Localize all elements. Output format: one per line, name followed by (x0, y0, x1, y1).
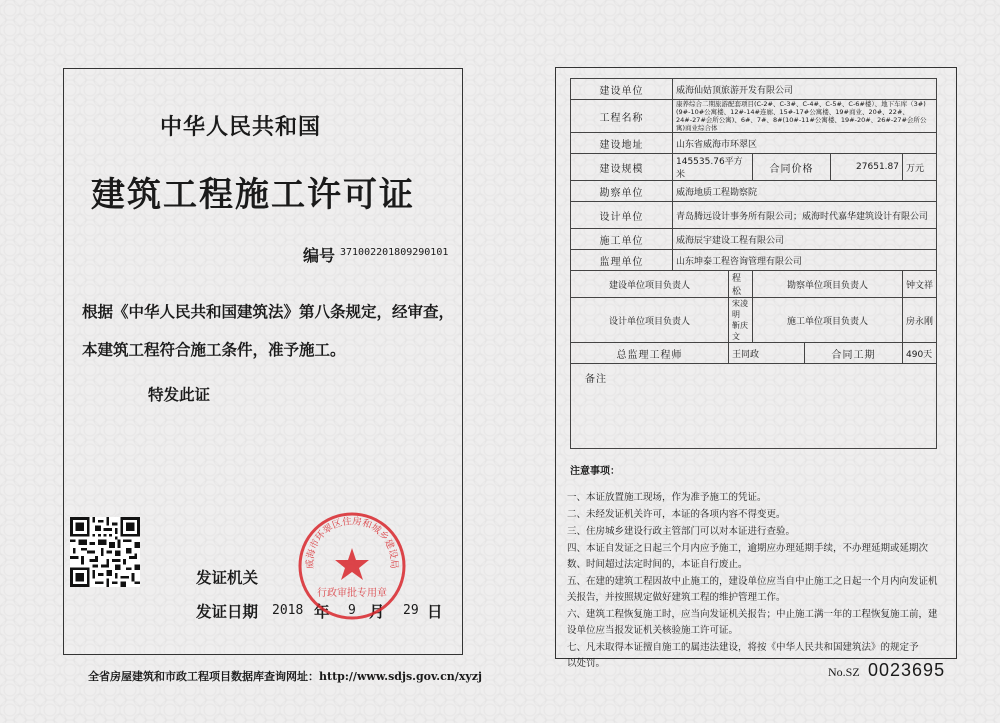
remarks-cell (571, 364, 937, 449)
serial-prefix: No.SZ (828, 665, 860, 679)
design-manager-value: 宋凌明 靳庆文 (729, 298, 753, 343)
duration-label: 合同工期 (805, 343, 903, 364)
table-row (571, 364, 937, 449)
issuer-label: 发证机关 (196, 568, 259, 587)
duration-value: 490天 (903, 343, 937, 364)
statement-line-2: 本建筑工程符合施工条件，准予施工。 (82, 340, 346, 359)
design-value: 青岛腾远设计事务所有限公司；威海时代嘉华建筑设计有限公司 (673, 202, 937, 229)
scale-label: 建设规模 (571, 154, 673, 181)
survey-manager-value: 钟文祥 (903, 271, 937, 298)
table-row (571, 343, 937, 364)
chief-supervisor-value: 王同政 (729, 343, 805, 364)
notice-item-1: 一、本证放置施工现场，作为准予施工的凭证。 (567, 492, 767, 503)
serial-number: 0023695 (868, 660, 946, 680)
scale-value: 145535.76平方米 (673, 154, 753, 181)
project-info-table (570, 78, 937, 449)
design-label: 设计单位 (571, 202, 673, 229)
builder-manager-value: 程松 (729, 271, 753, 298)
survey-manager-label: 勘察单位项目负责人 (753, 271, 903, 298)
issue-date-label: 发证日期 (196, 602, 259, 621)
country-heading: 中华人民共和国 (160, 114, 322, 140)
notice-item-4: 四、本证自发证之日起三个月内应予施工，逾期应办理延期手续，不办理延期或延期次数、时间超过法定时间的，本证自行废止。 (567, 543, 929, 570)
table-row (571, 133, 937, 154)
notice-item-3: 三、住房城乡建设行政主管部门可以对本证进行查验。 (567, 526, 796, 537)
notice-item-2: 二、未经发证机关许可，本证的各项内容不得变更。 (567, 509, 786, 520)
table-row (571, 271, 937, 298)
survey-value: 威海地质工程勘察院 (673, 181, 937, 202)
seal-center-text: 行政审批专用章 (317, 588, 387, 599)
number-label: 编号 (303, 246, 336, 265)
supervision-value: 山东坤泰工程咨询管理有限公司 (673, 250, 937, 271)
price-value: 27651.87 (831, 154, 903, 181)
issue-year-unit: 年 (314, 602, 330, 621)
table-row (571, 79, 937, 100)
issue-year: 2018 (272, 603, 304, 618)
builder-manager-label: 建设单位项目负责人 (571, 271, 729, 298)
supervision-label: 监理单位 (571, 250, 673, 271)
table-row (571, 100, 937, 133)
seal-ring-text: 威海市环翠区住房和城乡建设局 (304, 515, 400, 569)
table-row (571, 181, 937, 202)
certificate-title: 建筑工程施工许可证 (91, 175, 415, 215)
issue-day: 29 (403, 603, 419, 618)
special-note: 特发此证 (148, 385, 211, 404)
builder-value: 威海仙姑顶旅游开发有限公司 (673, 79, 937, 100)
table-row (571, 250, 937, 271)
table-row (571, 298, 937, 343)
builder-label: 建设单位 (571, 79, 673, 100)
qr-code[interactable] (70, 517, 140, 587)
notice-item-6: 六、建筑工程恢复施工时，应当向发证机关报告；中止施工满一年的工程恢复施工前，建设单位应当报发证机关核验施工许可证。 (567, 609, 938, 636)
notice-item-7: 七、凡未取得本证擅自施工的属违法建设，将按《中华人民共和国建筑法》的规定予以处罚。 (567, 642, 919, 669)
notice-item-5: 五、在建的建筑工程因故中止施工的，建设单位应当自中止施工之日起一个月内向发证机关报告，并按照规定做好建筑工程的维护管理工作。 (567, 576, 938, 603)
table-row (571, 202, 937, 229)
notices-title: 注意事项： (570, 466, 620, 477)
remarks-label: 备注 (585, 374, 607, 385)
construction-manager-label: 施工单位项目负责人 (753, 298, 903, 343)
price-label: 合同价格 (753, 154, 831, 181)
design-manager-label: 设计单位项目负责人 (571, 298, 729, 343)
construction-manager-value: 房永刚 (903, 298, 937, 343)
project-value: 康养综合二期旅游配套项目(C-2#、C-3#、C-4#、C-5#、C-6#楼）、地下车库（3#)(9#-10#公寓楼、12#-14#连廊、15#-17#公寓楼、19#商业、20#、22#、24#-27#会所公寓)、6#、7#、8#(10#-11#公寓楼、19#-20#、26#-27#会所公寓)商业综合体 (673, 100, 937, 133)
official-seal (296, 510, 408, 622)
issue-day-unit: 日 (427, 602, 443, 621)
survey-label: 勘察单位 (571, 181, 673, 202)
price-unit: 万元 (903, 154, 937, 181)
table-row (571, 154, 937, 181)
construction-value: 威海辰宇建设工程有限公司 (673, 229, 937, 250)
issue-month-unit: 月 (369, 602, 385, 621)
statement-line-1: 根据《中华人民共和国建筑法》第八条规定，经审查， (82, 302, 455, 321)
table-row (571, 229, 937, 250)
construction-label: 施工单位 (571, 229, 673, 250)
project-label: 工程名称 (571, 100, 673, 133)
footer-query-url: 全省房屋建筑和市政工程项目数据库查询网址：http://www.sdjs.gov.cn/xyzj (88, 670, 482, 683)
chief-supervisor-label: 总监理工程师 (571, 343, 729, 364)
issue-month: 9 (348, 603, 356, 618)
address-label: 建设地址 (571, 133, 673, 154)
certificate-number: 371002201809290101 (340, 247, 449, 258)
address-value: 山东省威海市环翠区 (673, 133, 937, 154)
